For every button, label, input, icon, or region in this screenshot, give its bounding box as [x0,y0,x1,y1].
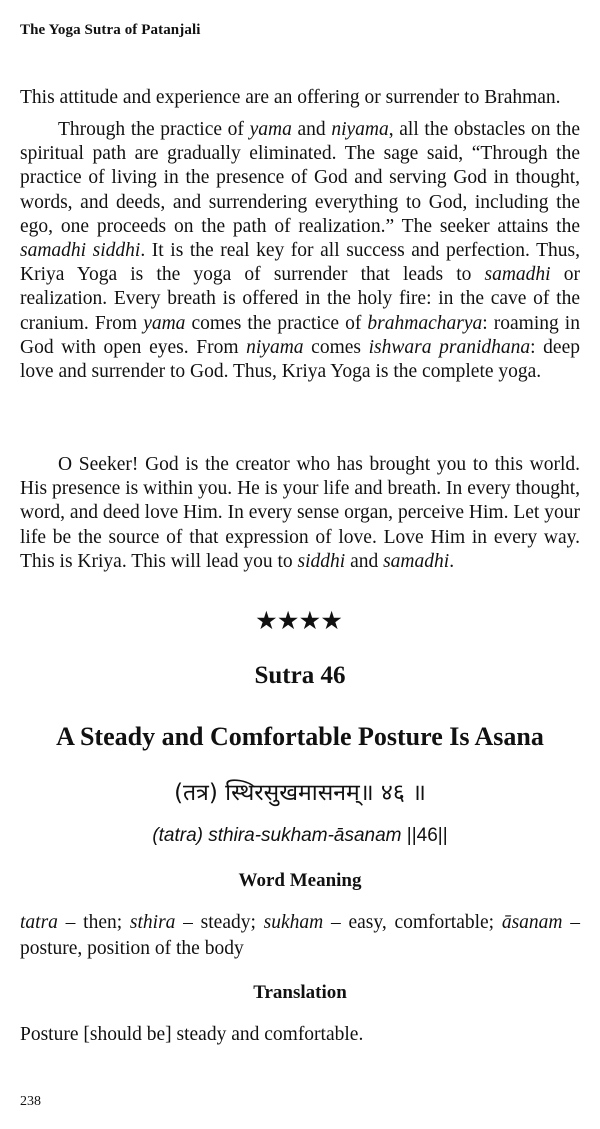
p2-italic-samadhi-siddhi: samadhi siddhi [20,240,141,262]
p2-italic-brahmacharya: brahmacharya [367,312,483,334]
p3-text-2: and [345,550,384,572]
running-head: The Yoga Sutra of Patanjali [20,22,201,38]
p2-text-7: : roaming in God with open eyes. From [20,312,580,358]
wm-term-sthira: sthira [129,912,176,933]
paragraph-2 [20,118,580,384]
page-number: 238 [20,1094,41,1109]
wm-term-tatra: tatra [20,912,58,933]
word-meaning-label: Word Meaning [238,870,362,891]
p2-italic-ishwara-pranidhana: ishwara pranidhana [368,336,531,358]
paragraph-3 [20,453,580,574]
transliteration [0,825,600,847]
p3-text-1: O Seeker! God is the creator who has brought you to this world. His presence is within you. He is your life and breath. In every thought, word, and deed love Him. In every sense organ, perceive Him. Let your life be the source of that expression of love. Love Him in every way. This is Kriya. This will lead you to [20,454,580,572]
transliteration-suffix: ||46|| [401,825,448,846]
p2-italic-niyama-2: niyama [246,336,304,358]
p2-text-9: : deep love and surrender to God. Thus, Kriya Yoga is the complete yoga. [20,336,580,383]
word-meaning-text [20,910,580,962]
sutra-number-title: Sutra 46 [254,662,346,689]
transliteration-italic: (tatra) sthira-sukham-āsanam [152,825,402,846]
paragraph-1-text: This attitude and experience are an offering or surrender to Brahman. [20,87,561,108]
wm-def-4: – posture, position of the body [20,912,581,959]
p3-italic-siddhi: siddhi [297,550,346,572]
sutra-heading: A Steady and Comfortable Posture Is Asana [56,722,544,751]
translation-text: Posture [should be] steady and comfortable. [20,1024,364,1045]
p3-text-3: . [449,550,455,572]
translation-label: Translation [253,982,347,1003]
p2-text-4: . It is the real key for all success and perfection. Thus, Kriya Yoga is the yoga of surrender that leads to [20,240,580,286]
p2-text-3: , all the obstacles on the spiritual path are gradually eliminated. The sage said, “Through the practice of living in the presence of God and serving God in thought, words, and deeds, and surrendering everything to God, including the ego, one proceeds on the path of realization.” The seeker attains the [20,119,581,237]
p3-italic-samadhi: samadhi [383,550,450,572]
p2-text-8: comes [303,336,369,358]
p2-italic-samadhi: samadhi [484,264,551,286]
p2-text-6: comes the practice of [185,312,368,334]
p2-text-2: and [291,119,332,140]
wm-term-asanam: āsanam [501,912,563,933]
p2-text-1: Through the practice of [58,119,250,140]
wm-def-1: – then; [57,912,130,933]
p2-italic-niyama: niyama [331,119,389,140]
section-separator: ★★★★ [256,608,344,633]
p2-text-5: or realization. Every breath is offered in the holy fire: in the cave of the cranium. From [20,264,580,334]
p2-italic-yama-2: yama [143,312,186,334]
p2-italic-yama: yama [249,119,292,140]
wm-term-sukham: sukham [263,912,324,933]
sanskrit-verse: (तत्र) स्थिरसुखमासनम्॥ ४६ ॥ [174,780,426,806]
wm-def-3: – easy, comfortable; [323,912,502,933]
wm-def-2: – steady; [175,912,264,933]
paragraph-1 [20,86,580,110]
